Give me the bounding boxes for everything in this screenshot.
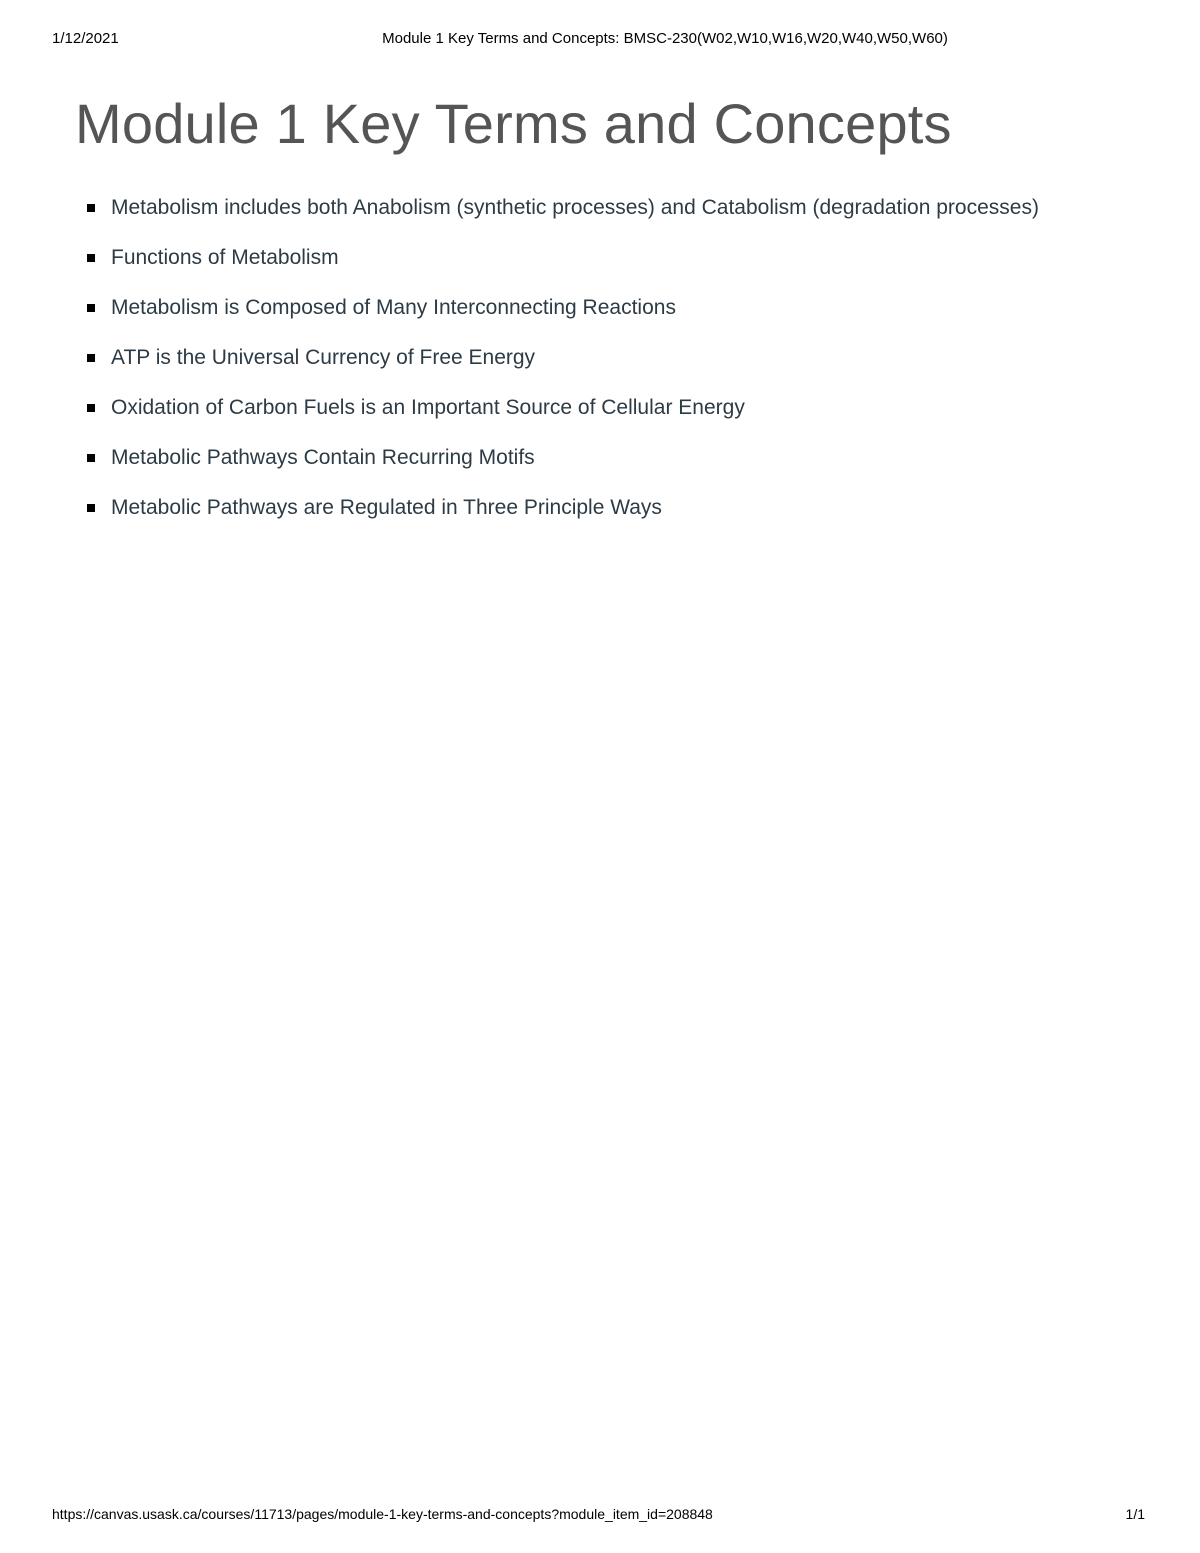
list-item-text: Functions of Metabolism [111, 246, 339, 269]
square-bullet-icon [87, 454, 95, 462]
square-bullet-icon [87, 204, 95, 212]
page-url: https://canvas.usask.ca/courses/11713/pages/module-1-key-terms-and-concepts?module_item_id=208848 [52, 1506, 713, 1522]
list-item [111, 340, 1071, 375]
list-item [111, 290, 1071, 325]
key-terms-list [111, 190, 1071, 540]
print-document-title: Module 1 Key Terms and Concepts: BMSC-230(W02,W10,W16,W20,W40,W50,W60) [382, 30, 948, 47]
list-item-text: Metabolism includes both Anabolism (synthetic processes) and Catabolism (degradation processes) [111, 196, 1039, 219]
list-item [111, 190, 1071, 225]
list-item [111, 390, 1071, 425]
square-bullet-icon [87, 504, 95, 512]
list-item [111, 240, 1071, 275]
square-bullet-icon [87, 254, 95, 262]
page-title: Module 1 Key Terms and Concepts [75, 92, 952, 155]
list-item-text: ATP is the Universal Currency of Free Energy [111, 346, 536, 369]
list-item-text: Oxidation of Carbon Fuels is an Important Source of Cellular Energy [111, 396, 745, 419]
page-number: 1/1 [1125, 1506, 1145, 1522]
list-item [111, 440, 1071, 475]
print-footer [0, 1506, 1200, 1526]
list-item-text: Metabolic Pathways are Regulated in Three Principle Ways [111, 496, 662, 519]
square-bullet-icon [87, 404, 95, 412]
print-date: 1/12/2021 [52, 30, 119, 47]
print-header [0, 30, 1200, 50]
list-item-text: Metabolic Pathways Contain Recurring Motifs [111, 446, 535, 469]
list-item-text: Metabolism is Composed of Many Interconnecting Reactions [111, 296, 676, 319]
square-bullet-icon [87, 354, 95, 362]
list-item [111, 490, 1071, 525]
square-bullet-icon [87, 304, 95, 312]
